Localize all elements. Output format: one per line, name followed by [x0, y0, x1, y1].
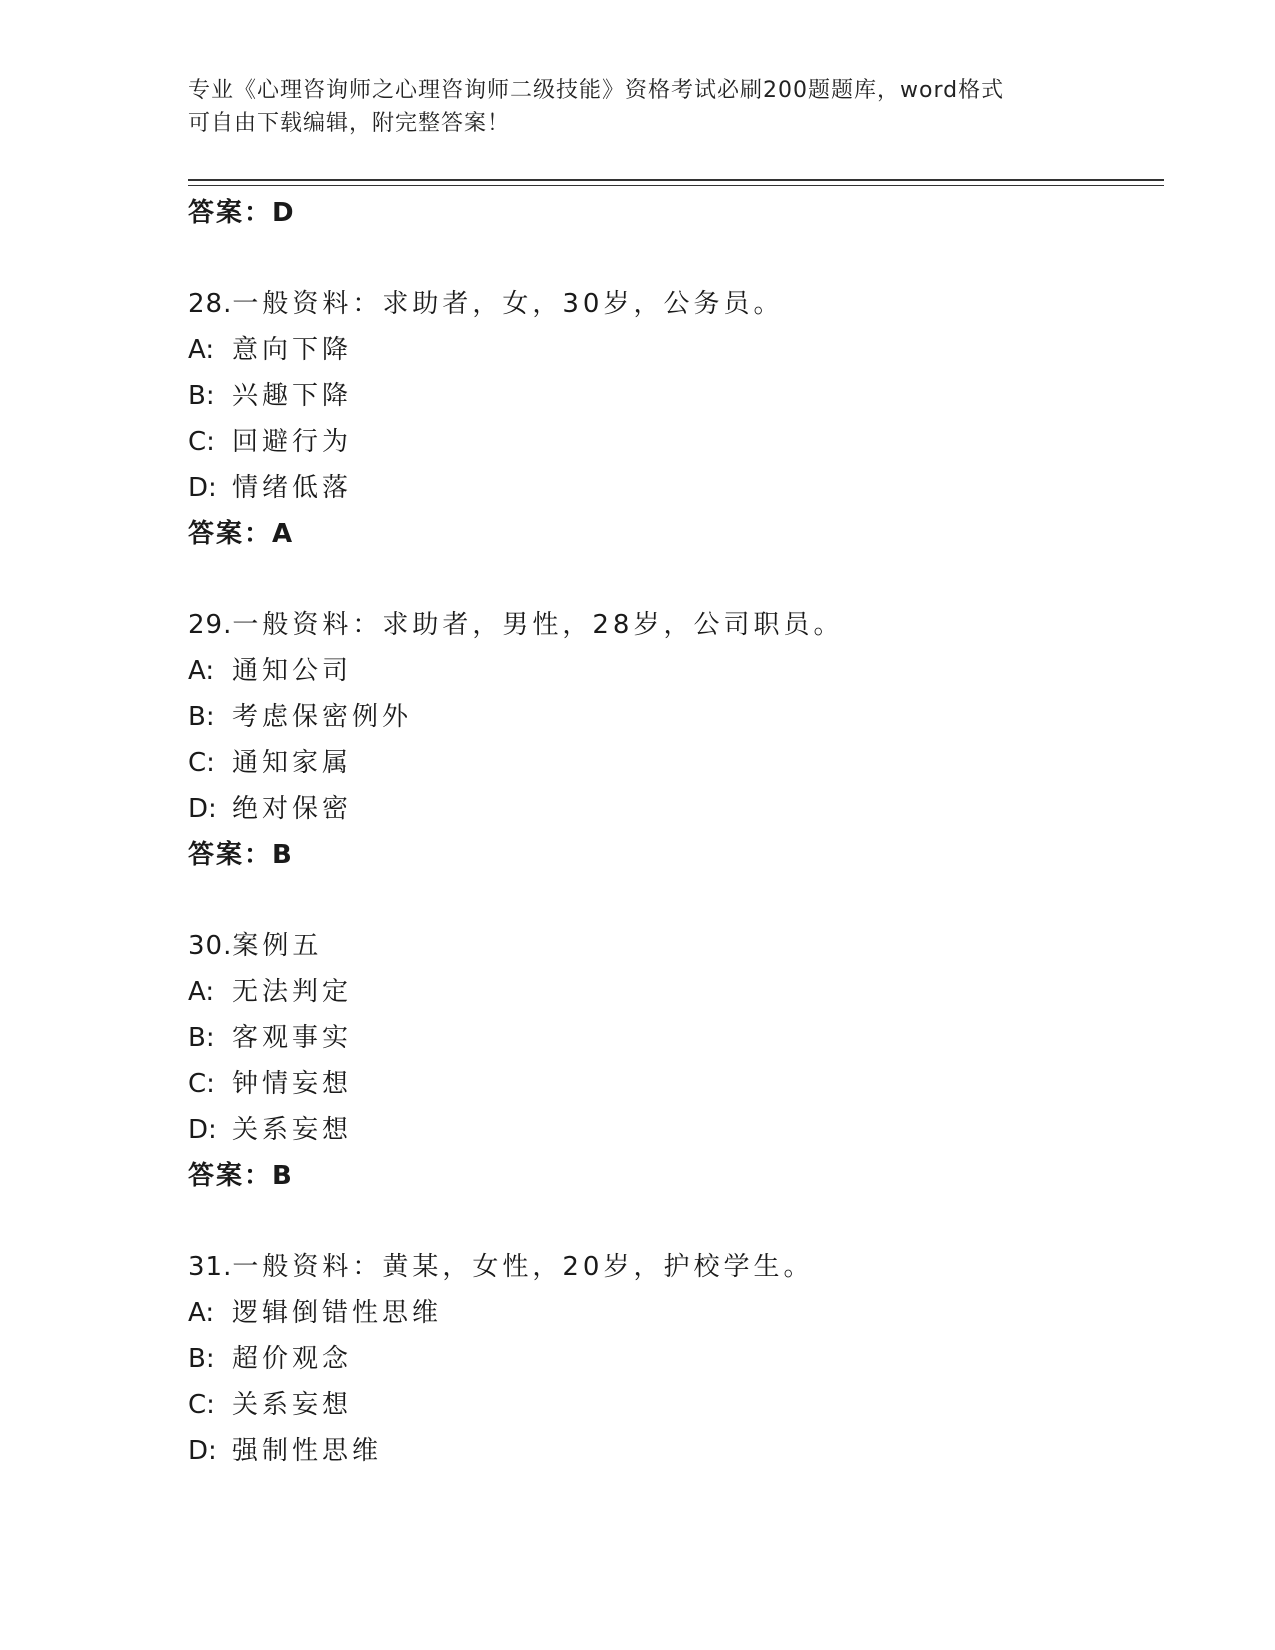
- option-text: 回避行为: [232, 427, 353, 457]
- question-stem: [188, 281, 1164, 327]
- option-letter: A:: [188, 977, 215, 1007]
- question-number: 28.: [188, 289, 233, 319]
- option-a: [188, 969, 1164, 1015]
- question-number: 29.: [188, 610, 233, 640]
- option-letter: A:: [188, 335, 215, 365]
- option-a: [188, 1290, 1164, 1336]
- option-d: [188, 1428, 1164, 1474]
- option-d: [188, 786, 1164, 832]
- option-text: 客观事实: [232, 1023, 353, 1053]
- question-text: 一般资料：求助者，男性，28岁，公司职员。: [232, 610, 844, 640]
- option-text: 强制性思维: [232, 1436, 383, 1466]
- option-text: 关系妄想: [232, 1390, 353, 1420]
- option-c: [188, 1382, 1164, 1428]
- question-text: 案例五: [232, 931, 323, 961]
- option-letter: A:: [188, 656, 215, 686]
- option-text: 情绪低落: [232, 473, 353, 503]
- document-header: [188, 74, 1088, 140]
- option-text: 无法判定: [232, 977, 353, 1007]
- option-text: 兴趣下降: [232, 381, 353, 411]
- question-number: 30.: [188, 931, 233, 961]
- question-text: 一般资料：求助者，女，30岁，公务员。: [232, 289, 784, 319]
- option-letter: D:: [188, 1115, 217, 1145]
- question-list: [188, 190, 1164, 1474]
- option-letter: B:: [188, 1023, 215, 1053]
- question-number: 31.: [188, 1252, 233, 1282]
- header-rule-thick: [188, 179, 1164, 181]
- question-29: [188, 602, 1164, 878]
- header-line-1: 专业《心理咨询师之心理咨询师二级技能》资格考试必刷200题题库，word格式: [188, 78, 1005, 103]
- question-stem: [188, 923, 1164, 969]
- option-c: [188, 419, 1164, 465]
- option-a: [188, 648, 1164, 694]
- option-text: 超价观念: [232, 1344, 353, 1374]
- option-d: [188, 1107, 1164, 1153]
- option-letter: A:: [188, 1298, 215, 1328]
- option-letter: D:: [188, 794, 217, 824]
- option-letter: C:: [188, 748, 215, 778]
- header-rule-thin: [188, 185, 1164, 186]
- option-b: [188, 694, 1164, 740]
- option-text: 绝对保密: [232, 794, 353, 824]
- option-a: [188, 327, 1164, 373]
- option-d: [188, 465, 1164, 511]
- question-28: [188, 281, 1164, 557]
- option-b: [188, 373, 1164, 419]
- option-letter: D:: [188, 1436, 217, 1466]
- option-text: 考虑保密例外: [232, 702, 413, 732]
- option-letter: B:: [188, 381, 215, 411]
- option-text: 通知公司: [232, 656, 353, 686]
- option-text: 逻辑倒错性思维: [232, 1298, 443, 1328]
- option-letter: C:: [188, 1069, 215, 1099]
- question-stem: [188, 1244, 1164, 1290]
- option-letter: C:: [188, 427, 215, 457]
- option-text: 钟情妄想: [232, 1069, 353, 1099]
- answer-line: 答案：A: [188, 519, 295, 549]
- question-30: [188, 923, 1164, 1199]
- question-stem: [188, 602, 1164, 648]
- option-text: 通知家属: [232, 748, 353, 778]
- header-line-2: 可自由下载编辑，附完整答案！: [188, 111, 511, 136]
- option-b: [188, 1336, 1164, 1382]
- option-c: [188, 1061, 1164, 1107]
- option-letter: B:: [188, 1344, 215, 1374]
- option-text: 关系妄想: [232, 1115, 353, 1145]
- option-letter: C:: [188, 1390, 215, 1420]
- answer-line: 答案：B: [188, 1161, 294, 1191]
- option-letter: B:: [188, 702, 215, 732]
- previous-answer: 答案：D: [188, 198, 296, 228]
- option-text: 意向下降: [232, 335, 353, 365]
- option-b: [188, 1015, 1164, 1061]
- answer-line: 答案：B: [188, 840, 294, 870]
- option-c: [188, 740, 1164, 786]
- option-letter: D:: [188, 473, 217, 503]
- question-text: 一般资料：黄某，女性，20岁，护校学生。: [232, 1252, 814, 1282]
- question-31: [188, 1244, 1164, 1474]
